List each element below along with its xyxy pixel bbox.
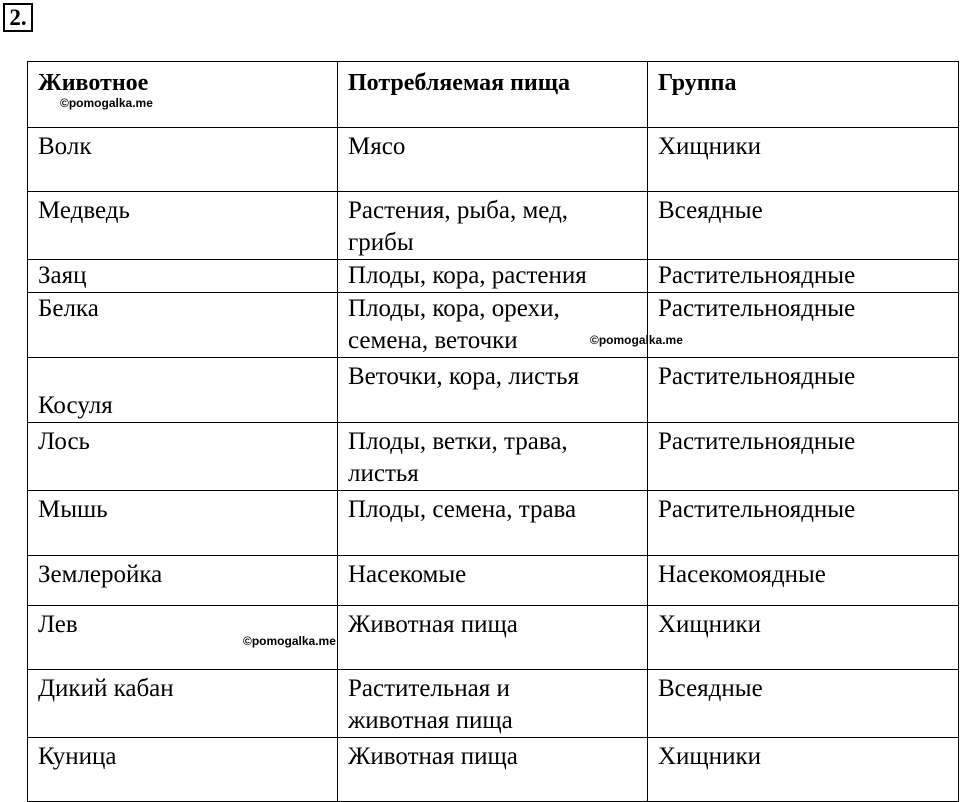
cell-animal: Медведь — [28, 192, 338, 260]
table-row — [28, 670, 959, 738]
table-row — [28, 738, 959, 802]
cell-food — [338, 738, 648, 802]
cell-animal: Лев — [28, 606, 338, 670]
table-row — [28, 293, 959, 358]
cell-group: Растительноядные — [648, 491, 959, 556]
cell-group: Растительноядные — [648, 293, 959, 358]
cell-animal: Куница — [28, 738, 338, 802]
food-line: листья — [348, 460, 419, 487]
cell-food — [338, 128, 648, 192]
cell-food — [338, 670, 648, 738]
cell-food — [338, 556, 648, 606]
food-line: грибы — [348, 229, 414, 256]
cell-animal: Дикий кабан — [28, 670, 338, 738]
watermark: ©pomogalka.me — [60, 96, 153, 110]
cell-food — [338, 423, 648, 491]
table-header-row — [28, 62, 959, 128]
cell-animal: Лось — [28, 423, 338, 491]
food-line: Плоды, ветки, трава, — [348, 428, 568, 455]
watermark: ©pomogalka.me — [243, 634, 336, 648]
table-row — [28, 606, 959, 670]
cell-animal: Землеройка — [28, 556, 338, 606]
food-line: Плоды, кора, орехи, — [348, 295, 560, 322]
table-row — [28, 423, 959, 491]
food-line: Веточки, кора, листья — [348, 363, 580, 390]
cell-food — [338, 192, 648, 260]
food-line: семена, веточки — [348, 327, 518, 354]
table-row — [28, 358, 959, 423]
cell-animal: Заяц — [28, 260, 338, 293]
food-line: животная пища — [348, 707, 513, 734]
watermark: ©pomogalka.me — [590, 333, 683, 347]
cell-group: Насекомоядные — [648, 556, 959, 606]
table-row — [28, 260, 959, 293]
header-food: Потребляемая пища — [338, 62, 648, 128]
food-line: Растительная и — [348, 675, 510, 702]
cell-food — [338, 293, 648, 358]
cell-food — [338, 260, 648, 293]
animal-food-table — [27, 61, 959, 802]
cell-group: Хищники — [648, 128, 959, 192]
food-line: Мясо — [348, 133, 406, 160]
cell-group: Всеядные — [648, 192, 959, 260]
table-row — [28, 192, 959, 260]
food-line: Растения, рыба, мед, — [348, 197, 569, 224]
cell-group: Растительноядные — [648, 358, 959, 423]
cell-food — [338, 606, 648, 670]
table-row — [28, 556, 959, 606]
header-group: Группа — [648, 62, 959, 128]
food-line: Животная пища — [348, 743, 518, 770]
cell-animal: Косуля — [28, 358, 338, 423]
food-line: Плоды, кора, растения — [348, 262, 587, 289]
cell-animal: Белка — [28, 293, 338, 358]
food-line: Насекомые — [348, 561, 467, 588]
cell-group: Растительноядные — [648, 260, 959, 293]
table-row — [28, 491, 959, 556]
food-line: Плоды, семена, трава — [348, 496, 577, 523]
cell-animal: Мышь — [28, 491, 338, 556]
cell-food — [338, 358, 648, 423]
cell-group: Хищники — [648, 606, 959, 670]
cell-animal: Волк — [28, 128, 338, 192]
cell-group: Растительноядные — [648, 423, 959, 491]
header-animal: Животное — [28, 62, 338, 128]
cell-group: Хищники — [648, 738, 959, 802]
food-line: Животная пища — [348, 611, 518, 638]
cell-food — [338, 491, 648, 556]
table-row — [28, 128, 959, 192]
cell-group: Всеядные — [648, 670, 959, 738]
task-number: 2. — [3, 3, 33, 32]
